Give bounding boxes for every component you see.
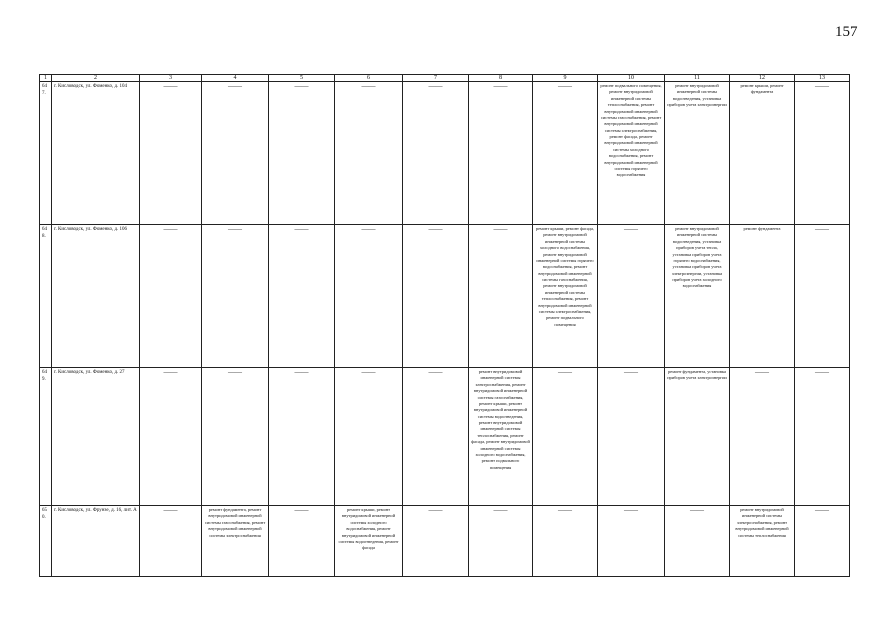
empty-dash-cell: —— [269, 225, 335, 368]
column-header-11: 11 [665, 75, 730, 82]
empty-dash-cell: —— [795, 225, 850, 368]
row-number: 649. [40, 368, 52, 506]
works-cell: ремонт фундамента, ремонт внутридомовой инженерной системы газоснабжения, ремонт внутридомовой инженерной системы электроснабжения [202, 506, 269, 577]
column-header-13: 13 [795, 75, 850, 82]
empty-dash-cell: —— [202, 368, 269, 506]
works-table [39, 74, 850, 577]
works-cell: ремонт внутридомовой инженерной системы водоотведения, установка приборов учета электроэнергии [665, 82, 730, 225]
empty-dash-cell: —— [335, 368, 403, 506]
empty-dash-cell: —— [795, 82, 850, 225]
column-header-1: 1 [40, 75, 52, 82]
empty-dash-cell: —— [335, 82, 403, 225]
row-address: г. Кисловодск, ул. Фоменко, д. 106 [52, 225, 140, 368]
row-address: г. Кисловодск, ул. Фоменко, д. 27 [52, 368, 140, 506]
empty-dash-cell: —— [795, 506, 850, 577]
works-cell: ремонт крыши, ремонт фасада, ремонт внутридомовой инженерной системы холодного водоснабжения, ремонт внутридомовой инженерной системы горячего водоснабжения, ремонт внутридомовой инженерной системы газоснабжения, ремонт внутридомовой инженерной системы теплоснабжения, ремонт внутридомовой инженерной системы электроснабжения, ремонт подвального помещения [533, 225, 598, 368]
works-cell: ремонт внутридомовой инженерной системы водоотведения, установка приборов учета тепла, установка приборов учета горячего водоснабжения, установка приборов учета электроэнергии, установка приборов учета холодного водоснабжения [665, 225, 730, 368]
works-cell: ремонт подвального помещения, ремонт внутридомовой инженерной системы теплоснабжения, ремонт внутридомовой инженерной системы газоснабжения, ремонт внутридомовой инженерной системы электроснабжения, ремонт фасада, ремонт внутридомовой инженерной системы холодного водоснабжения, ремонт внутридомовой инженерной системы горячего водоснабжения [598, 82, 665, 225]
column-header-9: 9 [533, 75, 598, 82]
row-number: 648. [40, 225, 52, 368]
empty-dash-cell: —— [269, 82, 335, 225]
empty-dash-cell: —— [469, 225, 533, 368]
works-cell: ремонт крыши, ремонт фундамента [730, 82, 795, 225]
empty-dash-cell: —— [598, 506, 665, 577]
empty-dash-cell: —— [140, 82, 202, 225]
empty-dash-cell: —— [202, 82, 269, 225]
empty-dash-cell: —— [403, 368, 469, 506]
works-cell: ремонт фундамента [730, 225, 795, 368]
empty-dash-cell: —— [403, 506, 469, 577]
empty-dash-cell: —— [403, 225, 469, 368]
works-cell: ремонт крыши, ремонт внутридомовой инженерной системы холодного водоснабжения, ремонт внутридомовой инженерной системы водоотведения, ремонт фасада [335, 506, 403, 577]
empty-dash-cell: —— [598, 225, 665, 368]
works-cell: ремонт внутридомовой инженерной системы электроснабжения, ремонт внутридомовой инженерной системы теплоснабжения [730, 506, 795, 577]
empty-dash-cell: —— [533, 506, 598, 577]
row-number: 647. [40, 82, 52, 225]
empty-dash-cell: —— [335, 225, 403, 368]
column-header-8: 8 [469, 75, 533, 82]
empty-dash-cell: —— [269, 506, 335, 577]
empty-dash-cell: —— [533, 368, 598, 506]
table-row [40, 225, 850, 368]
column-header-6: 6 [335, 75, 403, 82]
empty-dash-cell: —— [665, 506, 730, 577]
column-header-5: 5 [269, 75, 335, 82]
table-row [40, 82, 850, 225]
empty-dash-cell: —— [140, 368, 202, 506]
empty-dash-cell: —— [598, 368, 665, 506]
column-header-10: 10 [598, 75, 665, 82]
column-header-7: 7 [403, 75, 469, 82]
empty-dash-cell: —— [140, 506, 202, 577]
empty-dash-cell: —— [269, 368, 335, 506]
empty-dash-cell: —— [403, 82, 469, 225]
empty-dash-cell: —— [202, 225, 269, 368]
table-row [40, 368, 850, 506]
table-row [40, 506, 850, 577]
works-cell: ремонт внутридомовой инженерной системы электроснабжения, ремонт внутридомовой инженерной системы газоснабжения, ремонт крыши, ремонт внутридомовой инженерной системы водоотведения, ремонт внутридомовой инженерной системы теплоснабжения, ремонт фасада, ремонт внутридомовой инженерной системы холодного водоснабжения, ремонт подвального помещения [469, 368, 533, 506]
empty-dash-cell: —— [140, 225, 202, 368]
row-address: г. Кисловодск, ул. Фрунзе, д. 16, лит. А [52, 506, 140, 577]
empty-dash-cell: —— [730, 368, 795, 506]
empty-dash-cell: —— [533, 82, 598, 225]
column-header-12: 12 [730, 75, 795, 82]
page-number: 157 [835, 24, 858, 40]
column-header-4: 4 [202, 75, 269, 82]
empty-dash-cell: —— [795, 368, 850, 506]
column-header-3: 3 [140, 75, 202, 82]
empty-dash-cell: —— [469, 82, 533, 225]
table-header-row [40, 75, 850, 82]
row-address: г. Кисловодск, ул. Фоменко, д. 104 [52, 82, 140, 225]
works-cell: ремонт фундамента, установка приборов учета электроэнергии [665, 368, 730, 506]
column-header-2: 2 [52, 75, 140, 82]
row-number: 650. [40, 506, 52, 577]
empty-dash-cell: —— [469, 506, 533, 577]
